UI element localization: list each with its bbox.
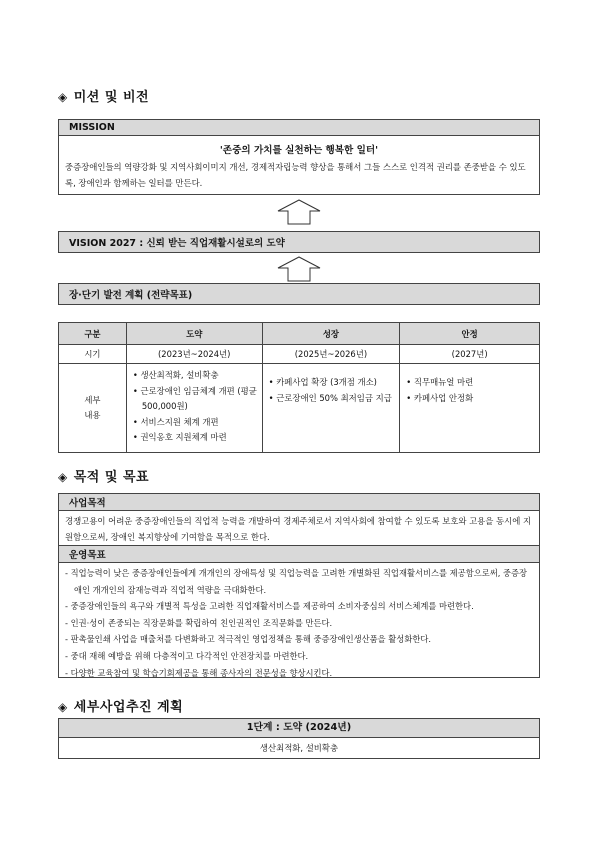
list-item: • 서비스지원 체계 개편 xyxy=(132,416,219,427)
diamond-bullet-icon: ◈ xyxy=(58,700,68,714)
table-header-cell: 안정 xyxy=(400,323,540,345)
table-header-cell: 구분 xyxy=(59,323,127,345)
goals-label: 운영목표 xyxy=(69,550,106,561)
section-title: 세부사업추진 계획 xyxy=(73,700,184,715)
stage-title: 1단계 : 도약 (2024년) xyxy=(246,722,352,733)
list-item: • 근로장애인 50% 최저임금 지급 xyxy=(268,392,392,403)
period-cell: (2025년~2026년) xyxy=(262,345,400,364)
detail-label-line: 세부 xyxy=(84,395,101,405)
list-item: - 다양한 교육참여 및 학습기회제공을 통해 종사자의 전문성을 향상시킨다. xyxy=(65,667,333,678)
list-item: - 중증장애인들의 욕구와 개별적 특성을 고려한 직업재활서비스를 제공하여 소비자중심의 서비스체계를 마련한다. xyxy=(65,601,474,612)
diamond-bullet-icon: ◈ xyxy=(58,90,68,104)
section-title: 미션 및 비전 xyxy=(73,90,150,105)
period-label: 시기 xyxy=(59,345,127,364)
detail-cell xyxy=(126,364,262,453)
list-item: - 판촉물인쇄 사업을 매출처를 다변화하고 적극적인 영업정책을 통해 중증장애인생산품을 활성화한다. xyxy=(65,634,432,645)
table-header-cell: 도약 xyxy=(126,323,262,345)
table-header-row xyxy=(59,323,540,345)
section-heading-purpose xyxy=(58,466,149,485)
plan-label: 장·단기 발전 계획 (전략목표) xyxy=(69,290,193,301)
purpose-body: 경쟁고용이 어려운 중증장애인들의 직업적 능력을 개발하여 경제주체로서 지역사회에 참여할 수 있도록 보호와 고용을 동시에 지원함으로써, 장애인 복지향상에 기여함을 목적으로 한다. xyxy=(65,516,532,542)
purpose-label-bar xyxy=(58,493,540,511)
list-item: • 권익옹호 지원체계 마련 xyxy=(132,432,227,442)
detail-label-line: 내용 xyxy=(84,410,101,420)
detail-cell xyxy=(400,364,540,453)
mission-box xyxy=(58,135,540,195)
mission-label-bar xyxy=(58,119,540,136)
purpose-label: 사업목적 xyxy=(69,498,106,509)
list-item: • 직무매뉴얼 마련 xyxy=(406,377,474,387)
up-arrow-icon xyxy=(277,199,321,225)
vision-bar xyxy=(58,231,540,253)
section-title: 목적 및 목표 xyxy=(73,470,150,485)
detail-label xyxy=(59,364,127,453)
goals-box xyxy=(58,562,540,678)
mission-body: 중증장애인들의 역량강화 및 지역사회이미지 개선, 경제적자립능력 향상을 통해서 그들 스스로 인격적 권리를 존중받을 수 있도록, 장애인과 함께하는 일터를 만든다. xyxy=(65,162,526,188)
section-heading-detail-plan xyxy=(58,696,183,715)
period-cell: (2027년) xyxy=(400,345,540,364)
mission-label: MISSION xyxy=(69,122,115,133)
stage-title-bar xyxy=(58,718,540,738)
table-header-cell: 성장 xyxy=(262,323,400,345)
list-item: • 근로장애인 임금체계 개편 (평균 500,000원) xyxy=(132,385,257,411)
section-heading-mission xyxy=(58,86,149,105)
strategy-table xyxy=(58,322,540,453)
stage-body-box xyxy=(58,737,540,759)
purpose-box xyxy=(58,510,540,546)
list-item: - 인권·성이 존중되는 직장문화를 확립하여 친인권적인 조직문화를 만든다. xyxy=(65,617,333,628)
vision-label: VISION 2027 : 신뢰 받는 직업재활시설로의 도약 xyxy=(69,238,285,249)
list-item: - 직업능력이 낮은 중증장애인들에게 개개인의 장애특성 및 직업능력을 고려한 개별화된 직업재활서비스를 제공함으로써, 중증장애인 개개인의 잠재능력과 직업적 역량을 극대화한다. xyxy=(65,568,528,595)
detail-cell xyxy=(262,364,400,453)
stage-body: 생산최적화, 설비확충 xyxy=(259,743,339,753)
table-row xyxy=(59,364,540,453)
table-row xyxy=(59,345,540,364)
list-item: • 카페사업 안정화 xyxy=(406,392,474,403)
diamond-bullet-icon: ◈ xyxy=(58,470,68,484)
list-item: • 카페사업 확장 (3개점 개소) xyxy=(268,377,377,387)
list-item: - 중대 재해 예방을 위해 다층적이고 다각적인 안전장치를 마련한다. xyxy=(65,650,309,661)
period-cell: (2023년~2024년) xyxy=(126,345,262,364)
goals-label-bar xyxy=(58,545,540,563)
up-arrow-icon xyxy=(277,256,321,282)
list-item: • 생산최적화, 설비확충 xyxy=(132,370,219,380)
mission-title: '존중의 가치를 실천하는 행복한 일터' xyxy=(219,145,379,156)
plan-bar xyxy=(58,283,540,305)
